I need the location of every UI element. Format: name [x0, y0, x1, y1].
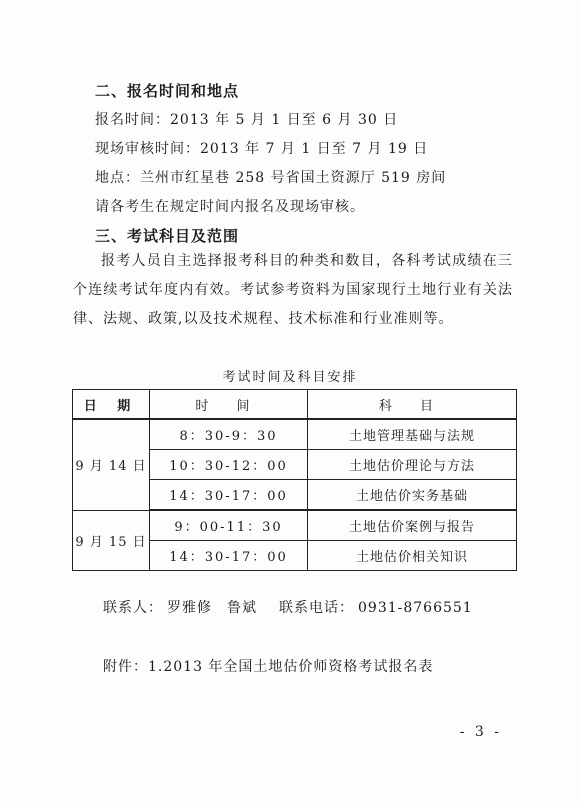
- registration-time: 报名时间：2013 年 5 月 1 日至 6 月 30 日: [95, 112, 399, 128]
- attachment-line: 附件：1.2013 年全国土地估价师资格考试报名表: [103, 659, 434, 675]
- table-header-row: [73, 390, 517, 420]
- schedule-caption: 考试时间及科目安排: [222, 370, 358, 385]
- subject-cell: 土地估价案例与报告: [308, 510, 517, 541]
- date-cell: 9 月 14 日: [73, 419, 150, 510]
- time-cell: 14：30-17：00: [150, 480, 308, 511]
- registration-notice: 请各考生在规定时间内报名及现场审核。: [95, 199, 365, 215]
- section-2-heading: 二、报名时间和地点: [95, 82, 240, 100]
- subject-cell: 土地估价相关知识: [308, 541, 517, 571]
- page-number: - 3 -: [459, 724, 502, 740]
- exam-schedule-table: [72, 389, 517, 571]
- contact-phone-label: 联系电话：: [279, 600, 354, 616]
- onsite-review-time: 现场审核时间：2013 年 7 月 1 日至 7 月 19 日: [95, 141, 429, 157]
- time-cell: 8：30-9：30: [150, 419, 308, 450]
- contact-persons: 罗雅修 鲁斌: [167, 600, 257, 616]
- section-3-heading: 三、考试科目及范围: [95, 227, 240, 245]
- time-cell: 9：00-11：30: [150, 510, 308, 541]
- contact-line: [103, 597, 483, 617]
- contact-phone: 0931-8766551: [358, 600, 473, 616]
- time-cell: 14：30-17：00: [150, 541, 308, 571]
- subject-cell: 土地估价实务基础: [308, 480, 517, 511]
- header-date: 日 期: [73, 390, 150, 420]
- subject-cell: 土地估价理论与方法: [308, 450, 517, 480]
- contact-person-label: 联系人：: [103, 600, 163, 616]
- subject-cell: 土地管理基础与法规: [308, 419, 517, 450]
- section-3-paragraph: 报考人员自主选择报考科目的种类和数目，各科考试成绩在三个连续考试年度内有效。考试参考资料为国家现行土地行业有关法律、法规、政策,以及技术规程、技术标准和行业准则等。: [73, 253, 513, 327]
- header-time: 时 间: [150, 390, 308, 420]
- registration-location: 地点：兰州市红星巷 258 号省国土资源厅 519 房间: [95, 170, 447, 186]
- date-cell: 9 月 15 日: [73, 510, 150, 571]
- table-row: [73, 510, 517, 541]
- time-cell: 10：30-12：00: [150, 450, 308, 480]
- header-subject: 科 目: [308, 390, 517, 420]
- table-row: [73, 419, 517, 450]
